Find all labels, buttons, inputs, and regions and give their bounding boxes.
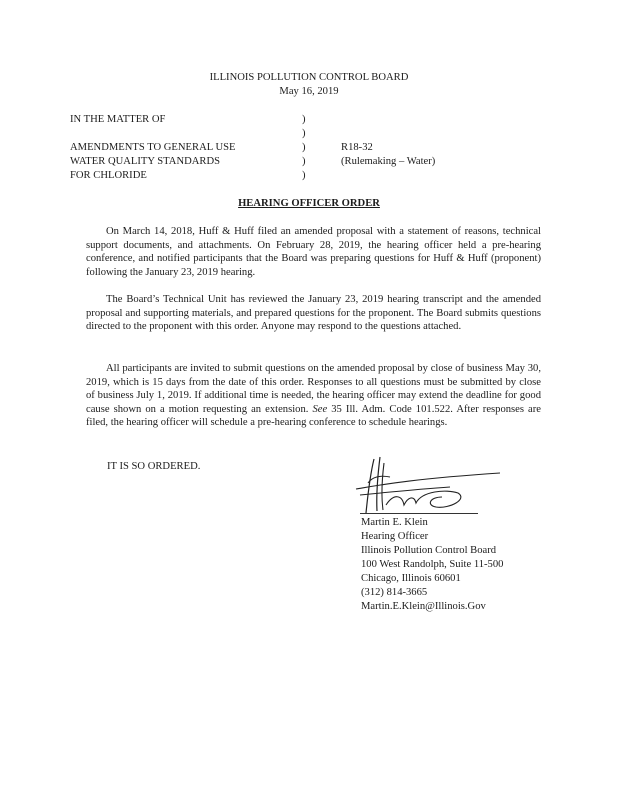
- caption-line: WATER QUALITY STANDARDS: [70, 156, 221, 167]
- paragraph-3: [86, 362, 541, 430]
- docket-type: (Rulemaking – Water): [341, 156, 436, 167]
- caption-paren: ): [302, 128, 306, 139]
- caption-line: AMENDMENTS TO GENERAL USE: [70, 142, 236, 153]
- signer-name: Martin E. Klein: [361, 517, 428, 528]
- caption-line: IN THE MATTER OF: [70, 114, 166, 125]
- paragraph-2: The Board’s Technical Unit has reviewed the January 23, 2019 hearing transcript and the amended proposal and supporting materials, and prepared questions for the proponent. The Board submits questions directed to the proponent with this order. Anyone may respond to the questions attached.: [86, 294, 541, 333]
- caption-line: FOR CHLORIDE: [70, 170, 147, 181]
- closing-statement: IT IS SO ORDERED.: [107, 461, 201, 472]
- caption-paren: ): [302, 142, 306, 153]
- signature-mark: [350, 455, 510, 517]
- signer-email: Martin.E.Klein@Illinois.Gov: [361, 601, 486, 612]
- docket-number: R18-32: [341, 142, 373, 153]
- caption-paren: ): [302, 156, 306, 167]
- signer-org: Illinois Pollution Control Board: [361, 545, 497, 556]
- paragraph-1: On March 14, 2018, Huff & Huff filed an amended proposal with a statement of reasons, technical support documents, and attachments. On February 28, 2019, the hearing officer held a pre-hearing conference, and notified participants that the Board was preparing questions for Huff & Huff (proponent) following the January 23, 2019 hearing.: [86, 226, 541, 278]
- order-date: May 16, 2019: [279, 86, 339, 97]
- document-title: HEARING OFFICER ORDER: [238, 198, 380, 209]
- paragraph-3-text-b: 35 Ill. Adm. Code 101.522. After responses are filed, the hearing officer will schedule a pre-hearing conference to schedule hearings.: [86, 403, 541, 429]
- agency-name: ILLINOIS POLLUTION CONTROL BOARD: [209, 72, 409, 83]
- signer-address-1: 100 West Randolph, Suite 11-500: [361, 559, 504, 570]
- signer-phone: (312) 814-3665: [361, 587, 428, 598]
- caption-paren: ): [302, 170, 306, 181]
- caption-paren: ): [302, 114, 306, 125]
- signer-address-2: Chicago, Illinois 60601: [361, 573, 461, 584]
- signer-title: Hearing Officer: [361, 531, 429, 542]
- see-citation: See: [312, 403, 328, 415]
- paragraph-3-text-a: All participants are invited to submit questions on the amended proposal by close of business May 30, 2019, which is 15 days from the date of this order. Responses to all questions must be submitted by close of business July 1, 2019. If additional time is needed, the hearing officer may extend the deadline for good cause shown on a motion requesting an extension.: [86, 363, 541, 415]
- signature-line: [360, 513, 478, 514]
